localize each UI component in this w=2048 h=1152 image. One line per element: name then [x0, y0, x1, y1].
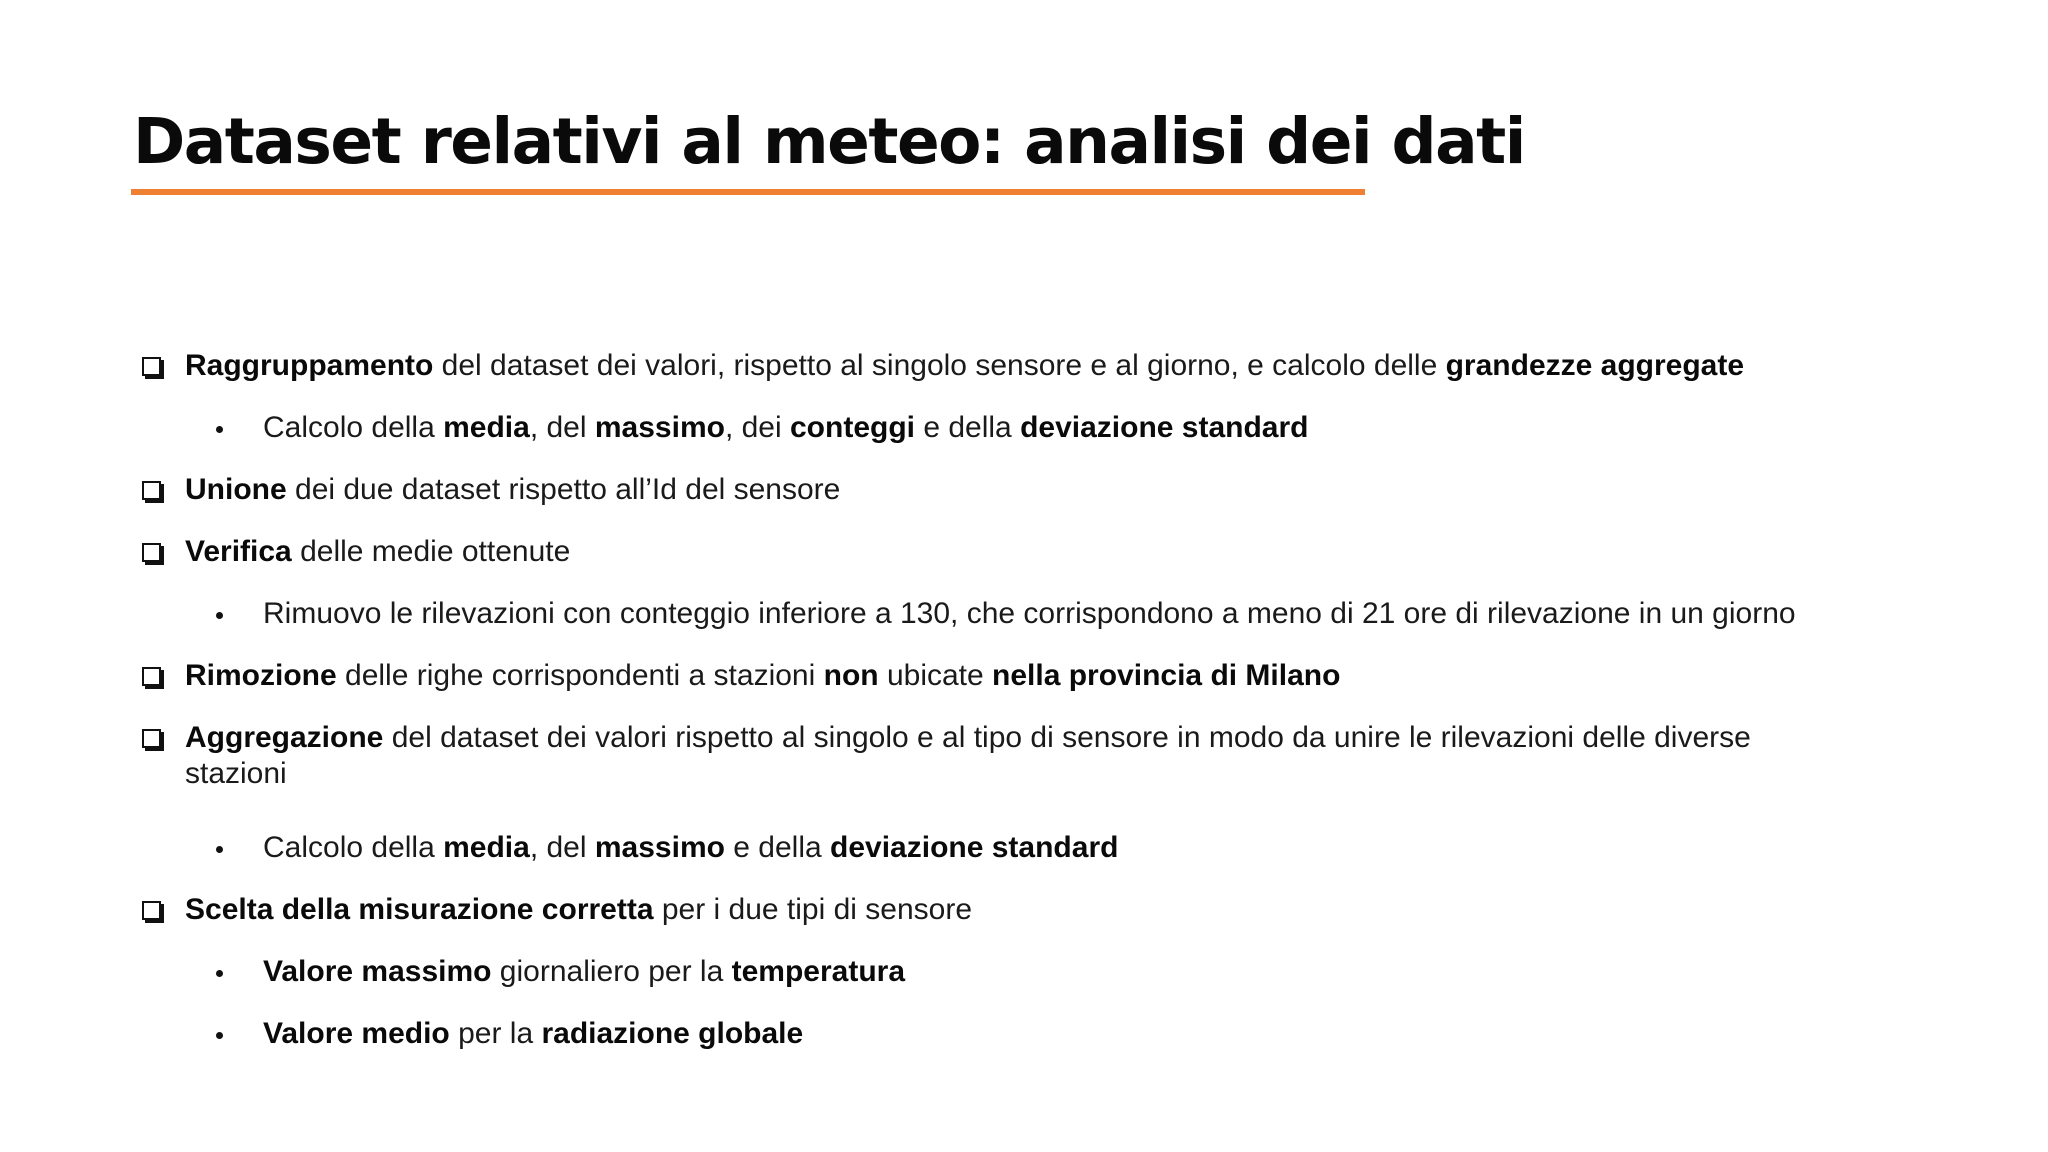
sub-list-item — [263, 410, 1309, 446]
list-item — [185, 720, 1751, 756]
checkbox-icon — [142, 667, 161, 686]
bold-text: temperatura — [731, 955, 906, 988]
bullet-icon — [216, 426, 223, 433]
checkbox-icon — [142, 729, 161, 748]
bold-text: grandezze aggregate — [1445, 349, 1745, 382]
list-item — [185, 534, 570, 570]
bold-text: nella provincia di Milano — [992, 659, 1341, 692]
item-text: per la — [449, 1017, 542, 1050]
item-text: del dataset dei valori rispetto al singolo e al tipo di sensore in modo da unire le rilevazioni delle diverse — [383, 721, 1751, 754]
item-text: e della — [915, 411, 1021, 444]
bullet-icon — [216, 612, 223, 619]
bullet-icon — [216, 970, 223, 977]
bold-text: Valore massimo — [263, 955, 492, 988]
bold-text: Aggregazione — [185, 721, 384, 754]
bold-text: deviazione standard — [830, 831, 1119, 864]
bold-text: radiazione globale — [541, 1017, 804, 1050]
bold-text: Unione — [185, 473, 287, 506]
checkbox-icon — [142, 901, 161, 920]
bold-text: Valore medio — [263, 1017, 450, 1050]
list-item-continuation: stazioni — [185, 757, 287, 790]
bold-text: deviazione standard — [1020, 411, 1309, 444]
bold-text: media — [443, 411, 530, 444]
sub-list-item — [263, 1016, 803, 1052]
bold-text: Verifica — [185, 535, 292, 568]
bold-text: massimo — [594, 831, 725, 864]
bold-text: non — [823, 659, 879, 692]
list-item — [185, 658, 1340, 694]
sub-list-item — [263, 830, 1118, 866]
list-item — [185, 892, 972, 928]
item-text: delle medie ottenute — [291, 535, 571, 568]
bullet-icon — [216, 1032, 223, 1039]
item-text: Calcolo della — [263, 411, 444, 444]
list-item — [185, 348, 1744, 384]
bullet-icon — [216, 846, 223, 853]
bold-text: Rimozione — [185, 659, 337, 692]
item-text: , del — [529, 411, 595, 444]
item-text: e della — [724, 831, 831, 864]
bold-text: conteggi — [790, 411, 915, 444]
item-text: ubicate — [878, 659, 993, 692]
item-text: Rimuovo le rilevazioni con conteggio inferiore a 130, che corrispondono a meno di 21 ore di rilevazione in un giorno — [263, 597, 1796, 630]
item-text: del dataset dei valori, rispetto al singolo sensore e al giorno, e calcolo delle — [433, 349, 1446, 382]
bold-text: Scelta della misurazione corretta — [185, 893, 654, 926]
item-text: giornaliero per la — [491, 955, 732, 988]
item-text: Calcolo della — [263, 831, 444, 864]
sub-list-item — [263, 954, 905, 990]
item-text: per i due tipi di sensore — [653, 893, 973, 926]
item-text: , dei — [724, 411, 790, 444]
checkbox-icon — [142, 357, 161, 376]
list-item — [185, 472, 840, 508]
slide-title: Dataset relativi al meteo: analisi dei dati — [133, 105, 1525, 178]
item-text: delle righe corrispondenti a stazioni — [336, 659, 824, 692]
sub-list-item — [263, 596, 1796, 632]
bold-text: Raggruppamento — [185, 349, 434, 382]
item-text: dei due dataset rispetto all’Id del sensore — [286, 473, 841, 506]
checkbox-icon — [142, 543, 161, 562]
bold-text: media — [443, 831, 530, 864]
checkbox-icon — [142, 481, 161, 500]
item-text: , del — [529, 831, 595, 864]
bold-text: massimo — [594, 411, 725, 444]
